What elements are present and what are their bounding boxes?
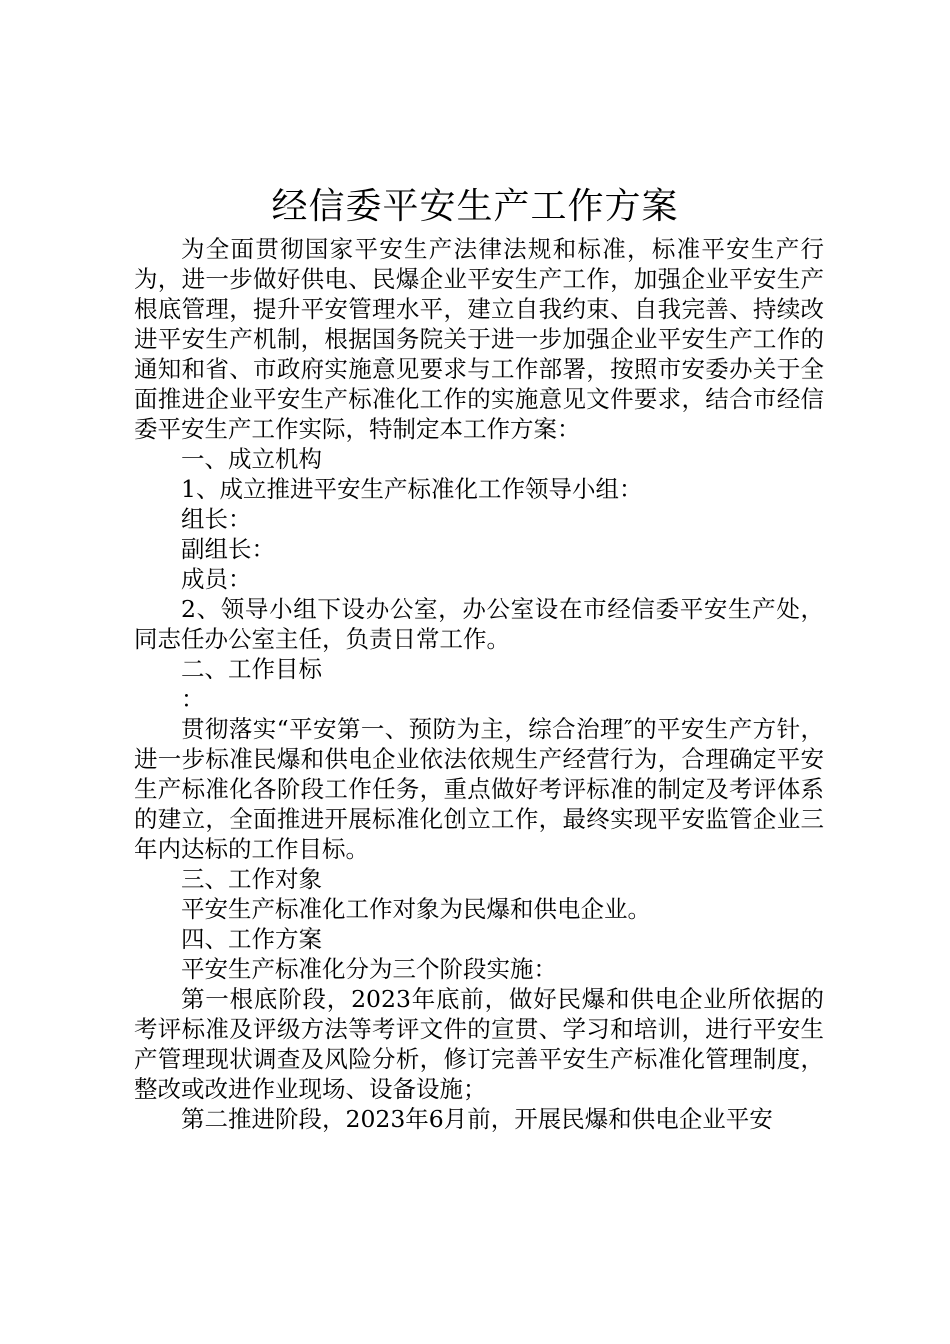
paragraph-intro: 为全面贯彻国家平安生产法律法规和标准，标准平安生产行为，进一步做好供电、民爆企业平安生产工作，加强企业平安生产根底管理，提升平安管理水平，建立自我约束、自我完善、持续改进平安生产机制，根据国务院关于进一步加强企业平安生产工作的通知和省、市政府实施意见要求与工作部署，按照市安委办关于全面推进企业平安生产标准化工作的实施意见文件要求，结合市经信委平安生产工作实际，特制定本工作方案： [134,235,824,443]
section-heading-goals: 二、工作目标 [181,655,322,683]
paragraph-goals: 贯彻落实“平安第一、预防为主，综合治理″的平安生产方针，进一步标准民爆和供电企业依法依规生产经营行为，合理确定平安生产标准化各阶段工作任务，重点做好考评标准的制定及考评体系的建立，全面推进开展标准化创立工作，最终实现平安监管企业三年内达标的工作目标。 [134,715,824,863]
paragraph-group-leader: 组长： [181,505,252,533]
document-title: 经信委平安生产工作方案 [271,186,679,227]
paragraph-colon: ： [181,685,205,713]
paragraph-targets: 平安生产标准化工作对象为民爆和供电企业。 [181,895,651,923]
section-heading-targets: 三、工作对象 [181,865,322,893]
paragraph-stage-one: 第一根底阶段，2023年底前，做好民爆和供电企业所依据的考评标准及评级方法等考评文件的宣贯、学习和培训，进行平安生产管理现状调查及风险分析，修订完善平安生产标准化管理制度，整改或改进作业现场、设备设施； [134,985,824,1103]
paragraph-stage-two: 第二推进阶段，2023年6月前，开展民爆和供电企业平安 [181,1105,773,1133]
paragraph-office: 2、领导小组下设办公室，办公室设在市经信委平安生产处，同志任办公室主任，负责日常工作。 [134,595,824,653]
paragraph-deputy-leader: 副组长： [181,535,275,563]
paragraph-stages: 平安生产标准化分为三个阶段实施： [181,955,557,983]
paragraph-members: 成员： [181,565,252,593]
document-body [134,234,824,1134]
section-heading-organization: 一、成立机构 [181,445,322,473]
paragraph-leading-group: 1、成立推进平安生产标准化工作领导小组： [181,475,643,503]
section-heading-plan: 四、工作方案 [181,925,322,953]
